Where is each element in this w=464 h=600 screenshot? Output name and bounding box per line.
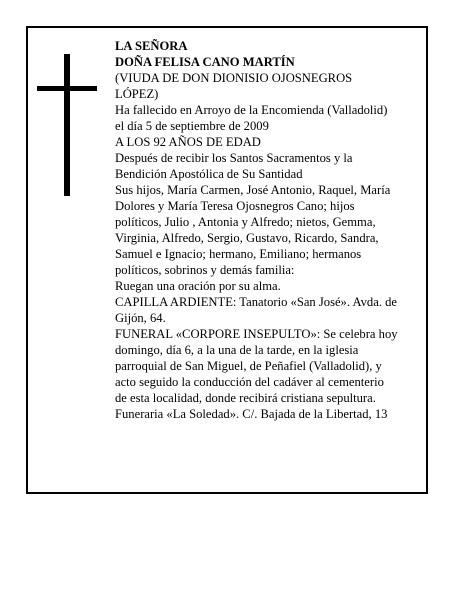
widow-line-2: LÓPEZ) [115, 87, 159, 101]
prayer-line: Ruegan una oración por su alma. [115, 279, 281, 293]
obituary-text [115, 38, 435, 422]
family-line-1: Sus hijos, María Carmen, José Antonio, Raquel, María [115, 183, 391, 197]
funeral-home-line: Funeraria «La Soledad». C/. Bajada de la Libertad, 13 [115, 407, 388, 421]
death-line-2: el día 5 de septiembre de 2009 [115, 119, 269, 133]
sacraments-line-2: Bendición Apostólica de Su Santidad [115, 167, 303, 181]
funeral-line-5: de esta localidad, donde recibirá cristiana sepultura. [115, 391, 376, 405]
cross-vertical-bar [64, 54, 70, 196]
funeral-line-2: domingo, día 6, a la una de la tarde, en la iglesia [115, 343, 359, 357]
death-line-1: Ha fallecido en Arroyo de la Encomienda (Valladolid) [115, 103, 388, 117]
widow-line-1: (VIUDA DE DON DIONISIO OJOSNEGROS [115, 71, 353, 85]
cross-horizontal-bar [37, 86, 97, 91]
age-line: A LOS 92 AÑOS DE EDAD [115, 135, 261, 149]
funeral-line-3: parroquial de San Miguel, de Peñafiel (Valladolid), y [115, 359, 382, 373]
family-line-2: Dolores y María Teresa Ojosnegros Cano; hijos [115, 199, 355, 213]
family-line-4: Virginia, Alfredo, Sergio, Gustavo, Ricardo, Sandra, [115, 231, 379, 245]
sacraments-line-1: Después de recibir los Santos Sacramentos y la [115, 151, 353, 165]
cross-icon [37, 54, 97, 196]
family-line-3: políticos, Julio , Antonia y Alfredo; nietos, Gemma, [115, 215, 376, 229]
funeral-line-1: FUNERAL «CORPORE INSEPULTO»: Se celebra hoy [115, 327, 398, 341]
chapel-line-2: Gijón, 64. [115, 311, 166, 325]
family-line-6: políticos, sobrinos y demás familia: [115, 263, 295, 277]
chapel-line-1: CAPILLA ARDIENTE: Tanatorio «San José». Avda. de [115, 295, 397, 309]
family-line-5: Samuel e Ignacio; hermano, Emiliano; hermanos [115, 247, 362, 261]
deceased-name: DOÑA FELISA CANO MARTÍN [115, 55, 295, 69]
notice-title: LA SEÑORA [115, 39, 188, 53]
funeral-line-4: acto seguido la conducción del cadáver al cementerio [115, 375, 384, 389]
